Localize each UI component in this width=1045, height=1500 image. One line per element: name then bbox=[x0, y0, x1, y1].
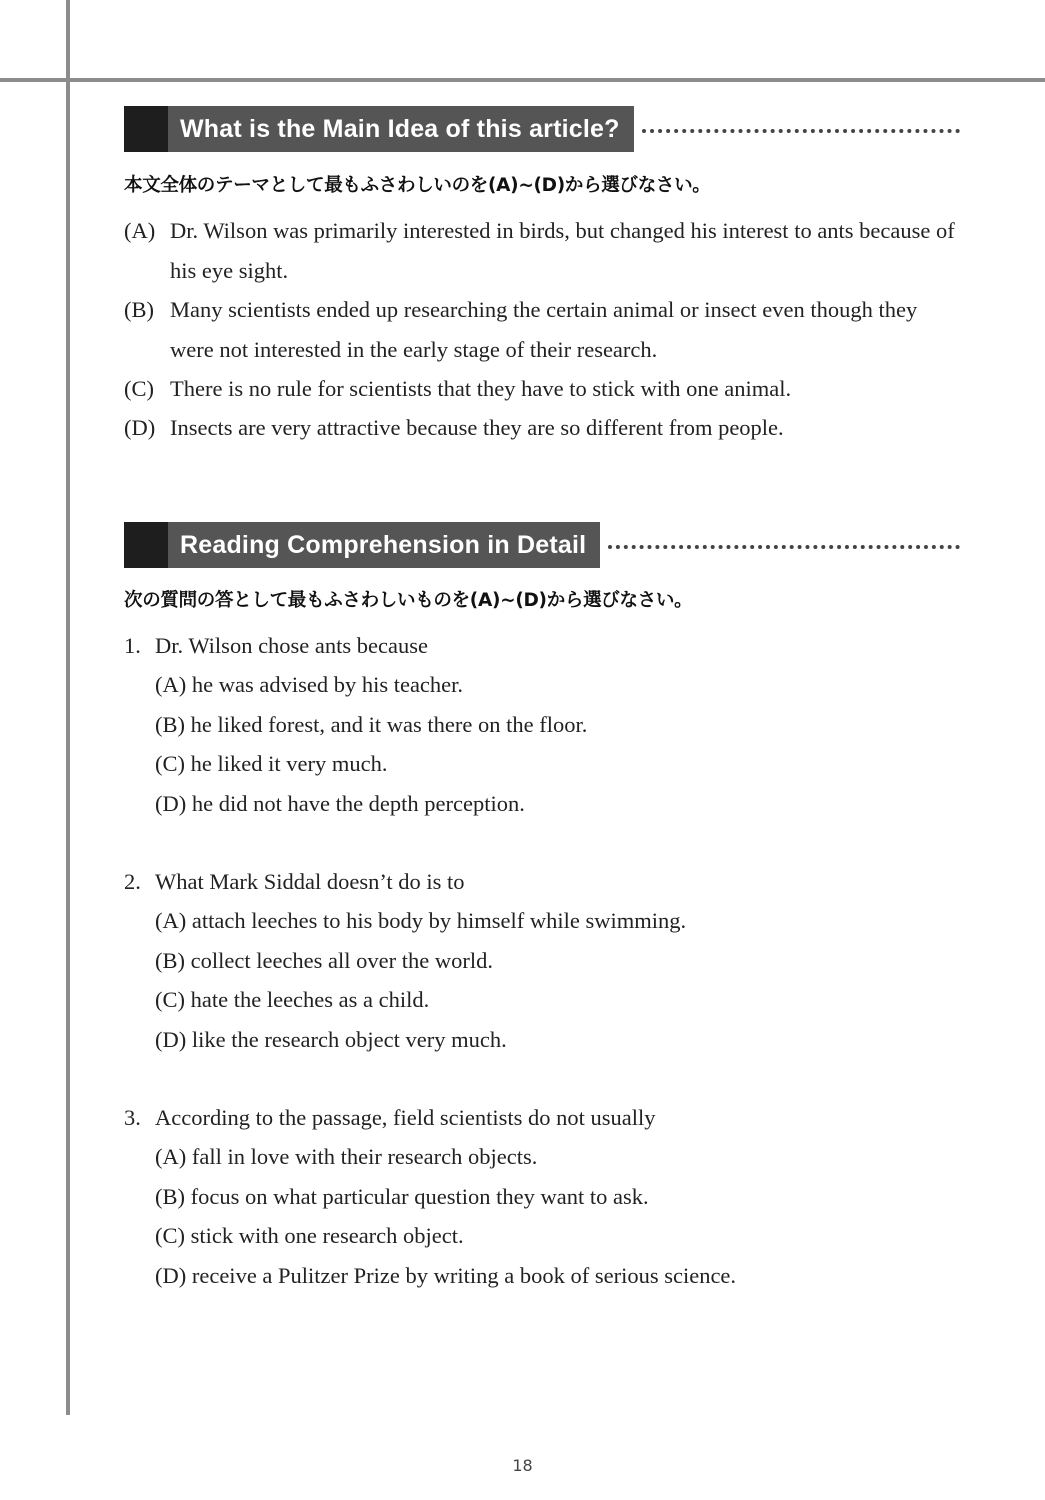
question-number: 1. bbox=[124, 633, 141, 658]
dotted-leader bbox=[608, 545, 960, 549]
section-main-idea-header bbox=[124, 106, 960, 152]
answer-option bbox=[124, 369, 964, 409]
section-reading-comprehension-header bbox=[124, 522, 960, 568]
option-label: (B) bbox=[124, 297, 154, 322]
option-text: There is no rule for scientists that they have to stick with one animal. bbox=[170, 376, 792, 401]
option-label: (D) bbox=[124, 415, 156, 440]
question-option: (A) attach leeches to his body by himself while swimming. bbox=[155, 908, 687, 933]
question-stem bbox=[124, 626, 428, 666]
question-option: (A) fall in love with their research objects. bbox=[155, 1144, 538, 1169]
option-text: Insects are very attractive because they are so different from people. bbox=[170, 415, 784, 440]
question-stem bbox=[124, 862, 465, 902]
question-option: (D) like the research object very much. bbox=[155, 1027, 507, 1052]
answer-option bbox=[124, 408, 964, 448]
header-horizontal-rule bbox=[0, 78, 1045, 82]
question-option: (C) he liked it very much. bbox=[155, 751, 388, 776]
option-label: (A) bbox=[124, 218, 156, 243]
option-label: (C) bbox=[124, 376, 154, 401]
section-instruction: 次の質問の答として最もふさわしいものを(A)~(D)から選びなさい。 bbox=[124, 590, 693, 611]
question-text: Dr. Wilson chose ants because bbox=[155, 633, 428, 658]
option-text: Many scientists ended up researching the certain animal or insect even though they were not interested in the early stage of their research. bbox=[170, 297, 918, 362]
margin-vertical-rule bbox=[66, 0, 70, 1415]
option-text: Dr. Wilson was primarily interested in birds, but changed his interest to ants because of his eye sight. bbox=[170, 218, 955, 283]
question-option: (A) he was advised by his teacher. bbox=[155, 672, 464, 697]
section-title: Reading Comprehension in Detail bbox=[168, 522, 600, 568]
answer-option bbox=[124, 211, 964, 290]
section-title: What is the Main Idea of this article? bbox=[168, 106, 634, 152]
answer-option bbox=[124, 290, 964, 369]
section-marker-block bbox=[124, 106, 168, 152]
question-option: (D) he did not have the depth perception. bbox=[155, 791, 525, 816]
question-number: 3. bbox=[124, 1105, 141, 1130]
section-instruction: 本文全体のテーマとして最もふさわしいのを(A)~(D)から選びなさい。 bbox=[124, 175, 711, 196]
question-stem bbox=[124, 1098, 656, 1138]
page-number: 18 bbox=[512, 1456, 533, 1475]
question-option: (B) focus on what particular question they want to ask. bbox=[155, 1184, 649, 1209]
question-text: According to the passage, field scientists do not usually bbox=[155, 1105, 656, 1130]
question-option: (B) he liked forest, and it was there on the floor. bbox=[155, 712, 588, 737]
section-marker-block bbox=[124, 522, 168, 568]
question-number: 2. bbox=[124, 869, 141, 894]
question-option: (C) stick with one research object. bbox=[155, 1223, 464, 1248]
question-option: (D) receive a Pulitzer Prize by writing a book of serious science. bbox=[155, 1263, 737, 1288]
dotted-leader bbox=[642, 129, 960, 133]
question-option: (C) hate the leeches as a child. bbox=[155, 987, 430, 1012]
question-option: (B) collect leeches all over the world. bbox=[155, 948, 493, 973]
question-text: What Mark Siddal doesn’t do is to bbox=[155, 869, 465, 894]
